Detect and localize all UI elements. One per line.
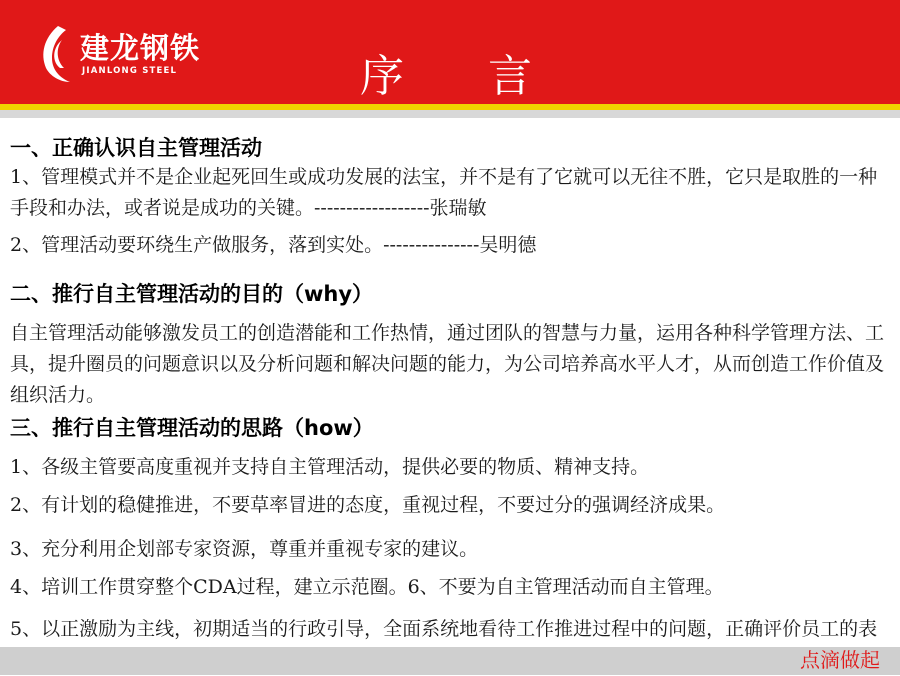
section-3-item-4: 4、培训工作贯穿整个CDA过程，建立示范圈。6、不要为自主管理活动而自主管理。	[10, 576, 724, 598]
logo-english-name: JIANLONG STEEL	[82, 66, 178, 76]
section-3-heading: 三、推行自主管理活动的思路（how）	[10, 416, 374, 440]
section-1-paragraph-2: 2、管理活动要环绕生产做服务，落到实处。---------------吴明德	[10, 234, 537, 256]
company-logo	[36, 20, 206, 90]
section-3-item-1: 1、各级主管要高度重视并支持自主管理活动，提供必要的物质、精神支持。	[10, 456, 650, 478]
header-shadow-stripe	[0, 110, 900, 118]
section-3-item-5: 5、以正激励为主线，初期适当的行政引导，全面系统地看待工作推进过程中的问题，正确评价员工的表	[10, 618, 878, 640]
logo-chinese-name: 建龙钢铁	[80, 31, 201, 65]
section-3-item-3: 3、充分利用企划部专家资源，尊重并重视专家的建议。	[10, 538, 479, 560]
section-1-paragraph-1: 1、管理模式并不是企业起死回生或成功发展的法宝，并不是有了它就可以无往不胜，它只是取胜的一种手段和办法，或者说是成功的关键。------------------张瑞敏	[10, 166, 878, 219]
logo-mark-icon	[36, 24, 76, 84]
footer-bar	[0, 647, 900, 675]
section-3-item-2: 2、有计划的稳健推进，不要草率冒进的态度，重视过程，不要过分的强调经济成果。	[10, 494, 726, 516]
footer-slogan: 点滴做起	[800, 648, 880, 672]
section-2-paragraph-1: 自主管理活动能够激发员工的创造潜能和工作热情，通过团队的智慧与力量，运用各种科学管理方法、工具，提升圈员的问题意识以及分析问题和解决问题的能力，为公司培养高水平人才，从而创造工作价值及组织活力。	[10, 322, 885, 406]
page-title: 序言	[360, 51, 616, 102]
section-2-heading: 二、推行自主管理活动的目的（why）	[10, 282, 374, 306]
section-1-heading: 一、正确认识自主管理活动	[10, 136, 262, 160]
